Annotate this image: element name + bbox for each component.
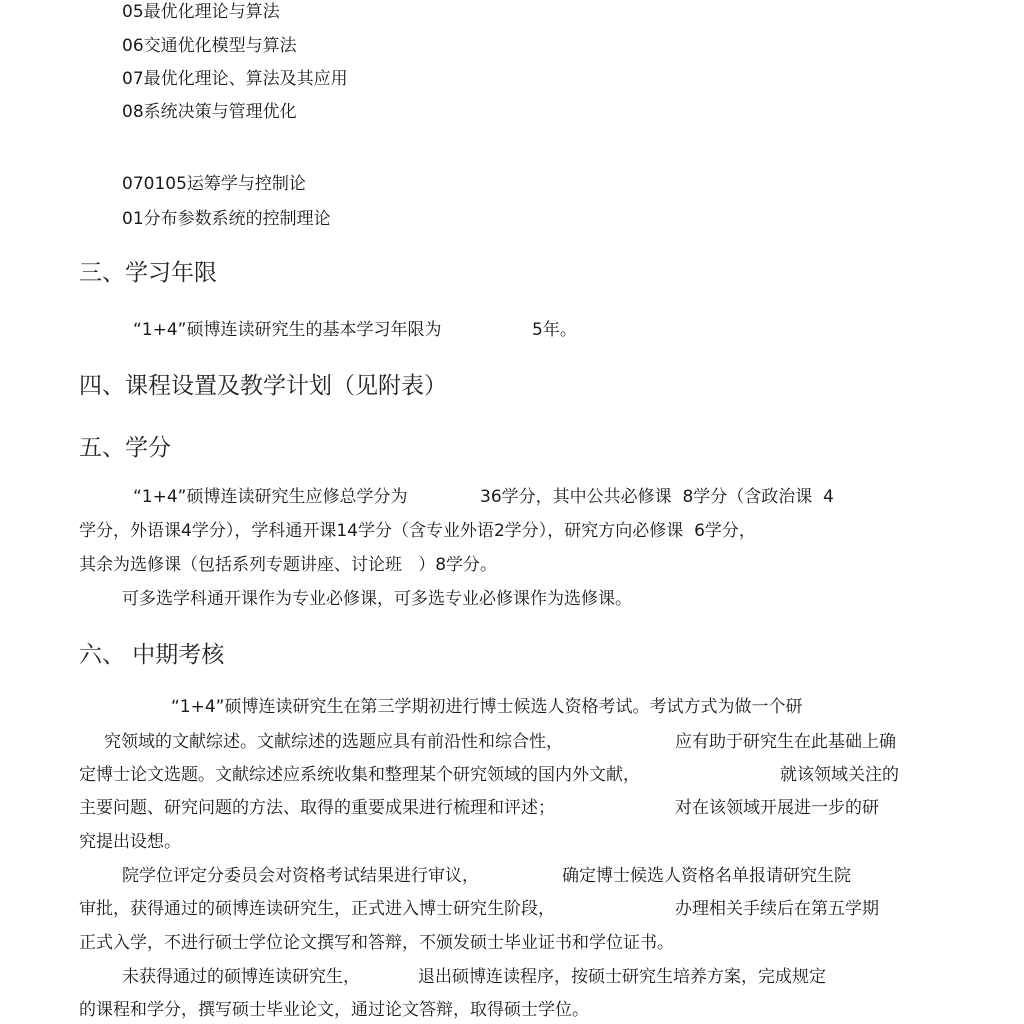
direction-item: 06交通优化模型与算法 [122,36,297,56]
midterm-line: 对在该领域开展进一步的研 [675,798,879,818]
midterm-line: 的课程和学分，撰写硕士毕业论文，通过论文答辩，取得硕士学位。 [79,1000,589,1020]
midterm-line: 确定博士候选人资格名单报请研究生院 [562,866,851,886]
midterm-line: 究领域的文献综述。文献综述的选题应具有前沿性和综合性， [104,732,563,752]
midterm-line: 审批，获得通过的硕博连读研究生，正式进入博士研究生阶段， [79,899,555,919]
midterm-line: 主要问题、研究问题的方法、取得的重要成果进行梳理和评述； [79,798,555,818]
midterm-line: 就该领域关注的 [780,765,899,785]
midterm-line: 院学位评定分委员会对资格考试结果进行审议， [122,866,479,886]
section-heading-credits: 五、学分 [79,435,171,461]
midterm-line: 应有助于研究生在此基础上确 [675,732,896,752]
direction-item: 07最优化理论、算法及其应用 [122,69,348,89]
credits-line: “1+4”硕博连读研究生应修总学分为 [133,487,408,507]
midterm-line: 退出硕博连读程序，按硕士研究生培养方案，完成规定 [418,967,826,987]
midterm-line: 办理相关手续后在第五学期 [675,899,879,919]
direction-item: 01分布参数系统的控制理论 [122,209,331,229]
midterm-line: 未获得通过的硕博连读研究生， [122,967,360,987]
direction-item: 05最优化理论与算法 [122,2,280,22]
credits-line: 可多选学科通开课作为专业必修课，可多选专业必修课作为选修课。 [122,589,632,609]
credits-line: 36学分，其中公共必修课 8学分（含政治课 4 [480,487,834,507]
midterm-line: 定博士论文选题。文献综述应系统收集和整理某个研究领域的国内外文献， [79,765,640,785]
discipline-code: 070105运筹学与控制论 [122,174,306,194]
credits-line: 其余为选修课（包括系列专题讲座、讨论班 ）8学分。 [79,555,498,575]
credits-line: 学分，外语课4学分），学科通开课14学分（含专业外语2学分），研究方向必修课 6学分， [79,521,756,541]
section-heading-study-years: 三、学习年限 [79,260,217,286]
midterm-line: 究提出设想。 [79,832,181,852]
midterm-line: 正式入学，不进行硕士学位论文撰写和答辩，不颁发硕士毕业证书和学位证书。 [79,933,674,953]
study-years-value: 5年。 [532,320,577,340]
study-years-text: “1+4”硕博连读研究生的基本学习年限为 [133,320,442,340]
midterm-line: “1+4”硕博连读研究生在第三学期初进行博士候选人资格考试。考试方式为做一个研 [171,697,803,717]
section-heading-curriculum: 四、课程设置及教学计划（见附表） [79,373,447,399]
direction-item: 08系统决策与管理优化 [122,102,297,122]
section-heading-midterm-review: 六、 中期考核 [79,642,225,668]
